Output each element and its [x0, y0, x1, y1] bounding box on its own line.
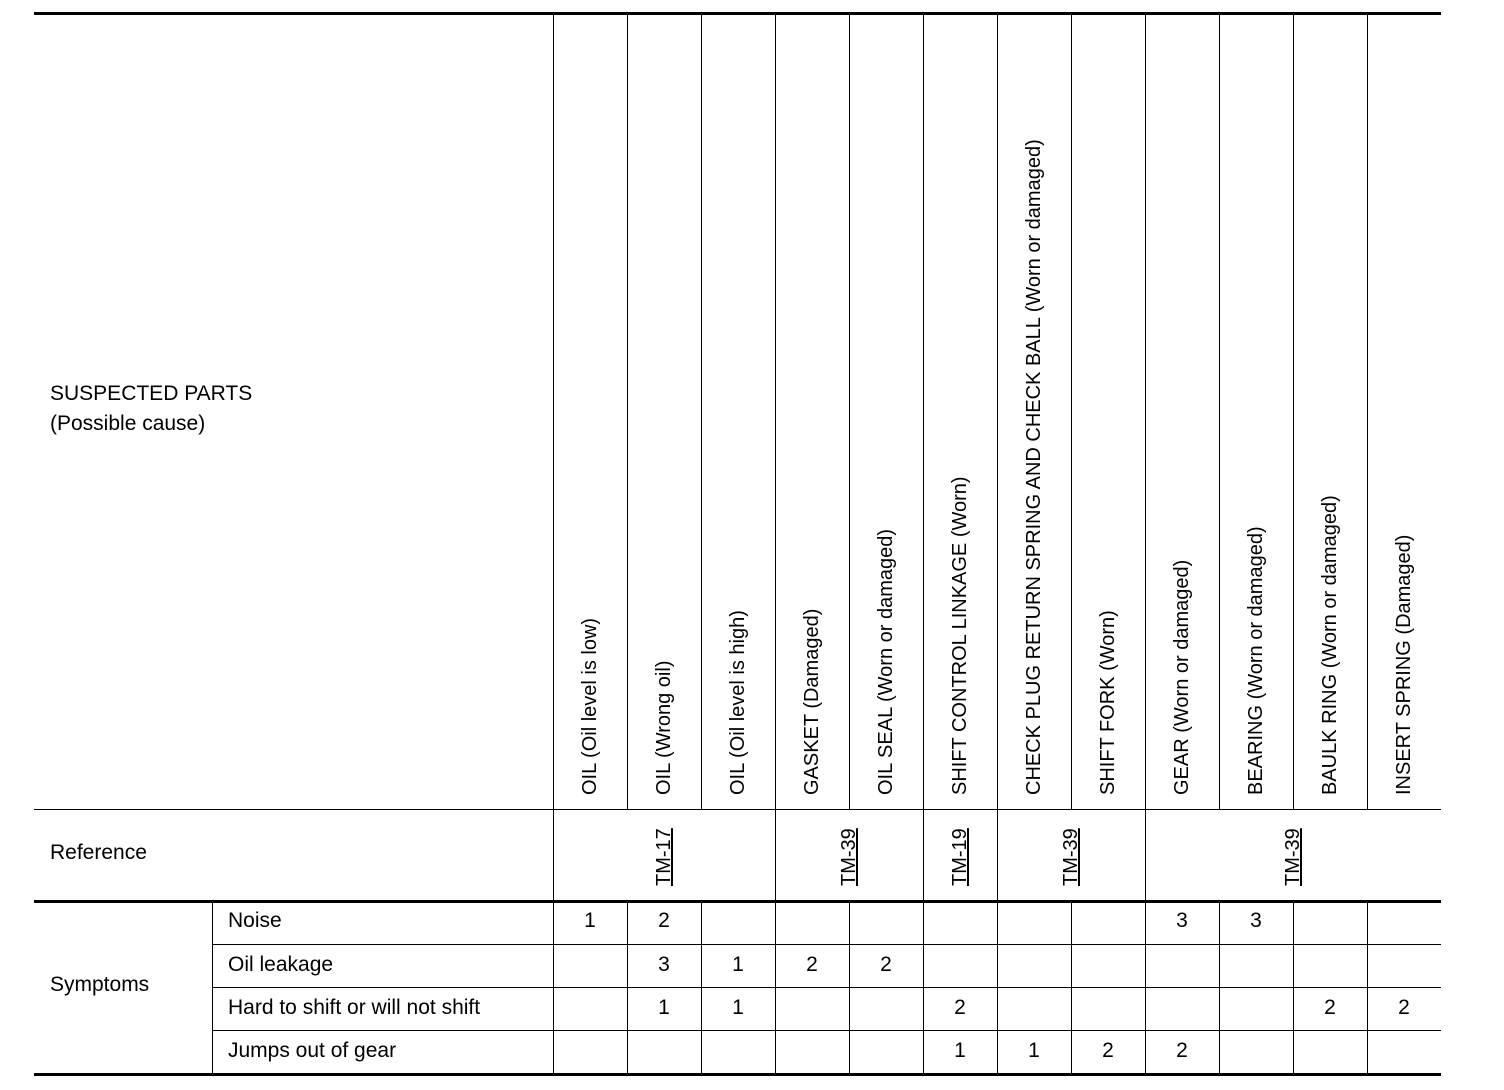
reference-group-divider	[553, 809, 554, 900]
symptom-label: Oil leakage	[228, 953, 334, 976]
table-cell: 1	[954, 1039, 966, 1062]
column-divider	[1145, 12, 1146, 809]
table-bottom-border	[34, 1073, 1441, 1076]
column-divider	[997, 12, 998, 809]
table-cell: 3	[1250, 909, 1262, 932]
table-cell: 2	[1324, 996, 1336, 1019]
table-cell: 2	[1102, 1039, 1114, 1062]
table-cell: 2	[658, 909, 670, 932]
column-divider	[1293, 12, 1294, 809]
column-divider	[1219, 12, 1220, 809]
column-header-7: SHIFT FORK (Worn)	[1097, 610, 1119, 795]
column-header-5: SHIFT CONTROL LINKAGE (Worn)	[949, 476, 971, 795]
symptom-label: Jumps out of gear	[228, 1039, 397, 1062]
reference-divider	[34, 900, 1441, 903]
symptom-label: Hard to shift or will not shift	[228, 996, 481, 1019]
reference-link[interactable]: TM-39	[1282, 828, 1304, 886]
column-header-2: OIL (Oil level is high)	[727, 610, 749, 795]
reference-link[interactable]: TM-17	[653, 828, 675, 886]
reference-group-divider	[923, 809, 924, 900]
column-header-8: GEAR (Worn or damaged)	[1171, 559, 1193, 795]
reference-group-divider	[997, 809, 998, 900]
header-divider	[34, 809, 1441, 810]
table-cell: 1	[584, 909, 596, 932]
column-divider	[701, 900, 702, 1073]
table-cell: 1	[732, 996, 744, 1019]
column-divider	[849, 12, 850, 809]
table-cell: 3	[1176, 909, 1188, 932]
reference-group-divider	[1145, 809, 1146, 900]
column-header-4: OIL SEAL (Worn or damaged)	[875, 528, 897, 795]
reference-link[interactable]: TM-39	[1060, 828, 1082, 886]
column-divider	[1293, 900, 1294, 1073]
column-header-9: BEARING (Worn or damaged)	[1245, 526, 1267, 795]
table-cell: 1	[1028, 1039, 1040, 1062]
table-cell: 2	[880, 953, 892, 976]
column-divider	[1367, 900, 1368, 1073]
table-cell: 2	[806, 953, 818, 976]
reference-link[interactable]: TM-19	[949, 828, 971, 886]
column-divider	[775, 12, 776, 809]
table-cell: 1	[732, 953, 744, 976]
reference-group-divider	[775, 809, 776, 900]
column-header-11: INSERT SPRING (Damaged)	[1393, 534, 1415, 795]
column-header-6: CHECK PLUG RETURN SPRING AND CHECK BALL (Worn or damaged)	[1023, 139, 1045, 795]
table-cell: 1	[658, 996, 670, 1019]
column-divider	[701, 12, 702, 809]
column-divider	[1071, 12, 1072, 809]
table-cell: 2	[954, 996, 966, 1019]
row-divider	[212, 944, 1441, 945]
table-cell: 3	[658, 953, 670, 976]
possible-cause-label: (Possible cause)	[50, 412, 206, 435]
reference-link[interactable]: TM-39	[838, 828, 860, 886]
symptom-label: Noise	[228, 909, 282, 932]
column-divider	[1367, 12, 1368, 809]
symptoms-label: Symptoms	[50, 973, 150, 996]
symptom-label-divider	[212, 900, 213, 1073]
column-header-10: BAULK RING (Worn or damaged)	[1319, 495, 1341, 795]
column-divider	[775, 900, 776, 1073]
column-divider	[849, 900, 850, 1073]
column-divider	[553, 12, 554, 809]
column-divider	[923, 12, 924, 809]
table-cell: 2	[1176, 1039, 1188, 1062]
suspected-parts-label: SUSPECTED PARTS	[50, 382, 253, 405]
column-header-3: GASKET (Damaged)	[801, 608, 823, 795]
column-header-1: OIL (Wrong oil)	[653, 660, 675, 795]
column-header-0: OIL (Oil level is low)	[579, 617, 601, 795]
table-cell: 2	[1398, 996, 1410, 1019]
row-divider	[212, 1030, 1441, 1031]
reference-label: Reference	[50, 841, 147, 864]
column-divider	[627, 12, 628, 809]
row-divider	[212, 987, 1441, 988]
table-top-border	[34, 12, 1441, 15]
